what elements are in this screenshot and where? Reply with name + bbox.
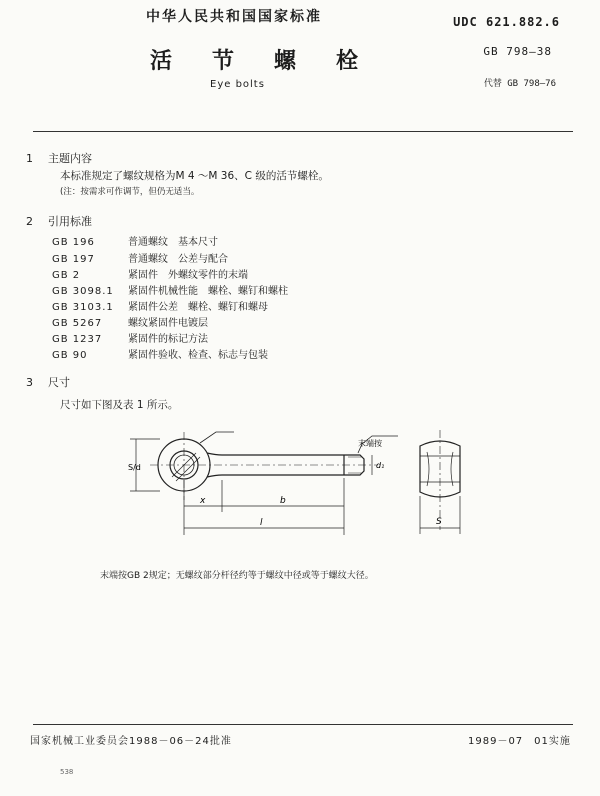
l-label: l <box>260 518 263 528</box>
reference-title: 螺纹紧固件电镀层 <box>128 318 208 329</box>
reference-code: GB 3103.1 <box>52 302 114 313</box>
footer-divider <box>33 724 573 725</box>
document-title-english: Eye bolts <box>210 79 265 90</box>
chamfer-note-label: 末端按 <box>358 439 382 448</box>
height-label: S/d <box>128 463 141 472</box>
x-label: x <box>200 496 206 506</box>
reference-code: GB 2 <box>52 270 81 281</box>
reference-title: 普通螺纹 基本尺寸 <box>128 237 218 248</box>
section-3-text: 尺寸如下图及表 1 所示。 <box>60 399 179 411</box>
reference-code: GB 5267 <box>52 318 103 329</box>
section-title: 引用标准 <box>48 215 92 228</box>
page-number: 538 <box>60 768 74 776</box>
standard-organization: 中华人民共和国国家标准 <box>146 9 322 25</box>
reference-code: GB 3098.1 <box>52 286 114 297</box>
section-number: 1 <box>26 152 33 165</box>
standard-number: GB 798—38 <box>483 45 552 58</box>
section-title: 尺寸 <box>48 376 70 389</box>
leader-line <box>200 432 234 443</box>
effective-date: 1989－07 01实施 <box>468 736 571 747</box>
s-label: S <box>436 517 442 527</box>
document-title: 活节螺栓 <box>150 48 399 74</box>
reference-title: 紧固件的标记方法 <box>128 334 208 345</box>
reference-title: 紧固件验收、检查、标志与包装 <box>128 350 268 361</box>
figure-caption: 末端按GB 2规定；无螺纹部分杆径约等于螺纹中径或等于螺纹大径。 <box>100 571 374 581</box>
reference-title: 紧固件 外螺纹零件的末端 <box>128 270 248 281</box>
section-number: 3 <box>26 376 33 389</box>
section-number: 2 <box>26 215 33 228</box>
b-label: b <box>280 496 286 506</box>
reference-code: GB 1237 <box>52 334 103 345</box>
d-label: d₁ <box>376 461 385 470</box>
section-1-text: 本标准规定了螺纹规格为M 4 ～M 36、C 级的活节螺栓。 <box>60 170 329 182</box>
reference-code: GB 90 <box>52 350 88 361</box>
reference-code: GB 196 <box>52 237 95 248</box>
reference-title: 紧固件机械性能 螺栓、螺钉和螺柱 <box>128 286 288 297</box>
reference-title: 紧固件公差 螺栓、螺钉和螺母 <box>128 302 268 313</box>
section-1-note: (注：按需求可作调节，但仍无适当。 <box>60 187 200 197</box>
replaces-standard: 代替 GB 798—76 <box>483 79 556 89</box>
udc-code: UDC 621.882.6 <box>453 15 560 29</box>
reference-title: 普通螺纹 公差与配合 <box>128 254 228 265</box>
reference-code: GB 197 <box>52 254 95 265</box>
section-title: 主题内容 <box>48 152 92 165</box>
approval-date: 国家机械工业委员会1988－06－24批准 <box>30 736 232 747</box>
